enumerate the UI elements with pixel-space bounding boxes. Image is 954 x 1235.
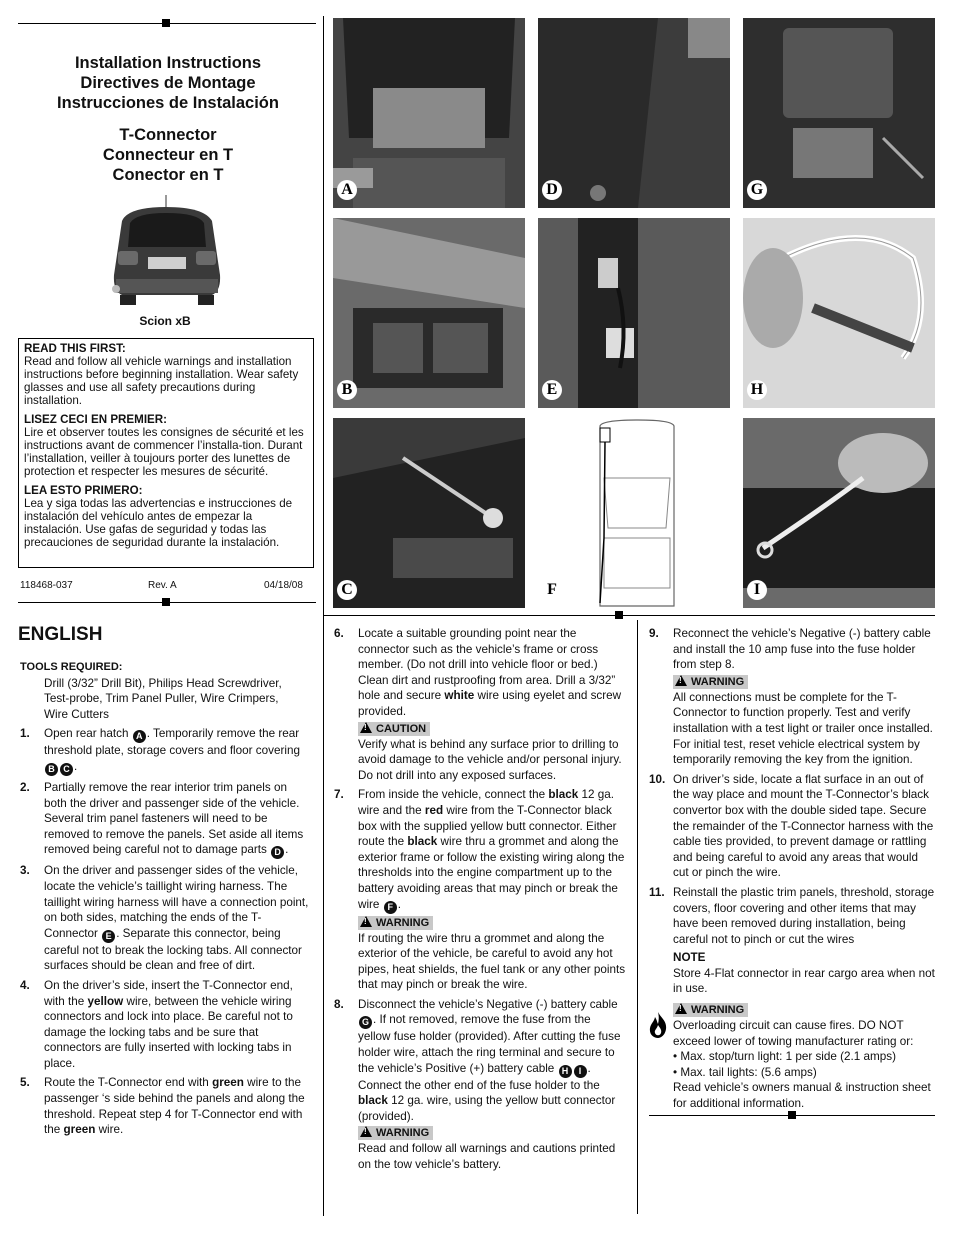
- wire-color: green: [212, 1076, 244, 1090]
- warning-footer: Read vehicle’s owners manual & instruction sheet for additional information.: [673, 1081, 931, 1111]
- step-number: 2.: [20, 780, 30, 794]
- step-number: 11.: [649, 885, 665, 899]
- mid-marker-left: [162, 598, 170, 606]
- tools-line-1: Drill (3/32” Drill Bit), Philips Head Screwdriver,: [44, 676, 282, 690]
- warning-text: WARNING: [376, 1127, 430, 1140]
- step-text: Partially remove the rear interior trim panels on both the driver and passenger side of the vehicle. Several trim panel fasteners will need to be removed to remove the panels. Set aside all items removed being careful not to damage parts: [44, 780, 304, 857]
- column-1: [20, 660, 312, 1142]
- photo-d: [538, 18, 730, 208]
- step-text: On the driver and passenger sides of the vehicle, locate the vehicle’s taillight wiring harness. The taillight wiring harness will have a connection point, on both sides, matching the ends of the T-Connector: [44, 864, 309, 940]
- warning-text: WARNING: [691, 1004, 745, 1017]
- step-text: wire thru a grommet and along the exterior frame or follow the existing wiring along the thresholds into the engine compartment up to the battery avoiding areas that may pinch or break the wire: [358, 835, 625, 911]
- product-es: Conector en T: [112, 166, 224, 184]
- column-3: [649, 626, 935, 1116]
- ref-badge-a: A: [133, 730, 146, 743]
- wire-color: green: [63, 1123, 96, 1137]
- product-fr: Connecteur en T: [102, 146, 234, 164]
- ref-badge-b: B: [45, 763, 58, 776]
- warning-label: [673, 675, 748, 689]
- vehicle-caption: Scion xB: [139, 314, 191, 328]
- read-first-heading-fr: LISEZ CECI EN PREMIER:: [24, 413, 168, 426]
- read-first-en: [24, 342, 308, 407]
- step-1: 1. Open rear hatch A . Temporarily remove the rear threshold plate, storage covers and floor covering B C .: [20, 727, 300, 774]
- step-number: 8.: [334, 997, 344, 1011]
- ref-badge-i: I: [574, 1065, 587, 1078]
- step-number: 3.: [20, 864, 30, 878]
- step-number: 5.: [20, 1076, 30, 1090]
- tools-line-3: Wire Cutters: [44, 707, 109, 721]
- ref-badge-f: F: [384, 901, 397, 914]
- photo-label-b: B: [337, 380, 357, 400]
- step-text: Open rear hatch: [44, 727, 129, 741]
- step-3: [20, 863, 312, 974]
- left-column-divider: [323, 16, 324, 1216]
- step-text: Locate a suitable grounding point near the connector such as the vehicle’s frame or cross member. (Do not drill into vehicle floor or bed.) Clean dirt and rustproofing from area. Drill a 3/32” hole and secure: [358, 627, 616, 703]
- wire-color: red: [424, 803, 444, 817]
- step-text: 12 ga. wire and the: [358, 788, 614, 817]
- photo-label-g: G: [747, 180, 767, 200]
- step-8: [334, 997, 626, 1173]
- read-first-heading-es: LEA ESTO PRIMERO:: [24, 484, 143, 497]
- warning-triangle-icon: [360, 722, 372, 733]
- step-number: 7.: [334, 788, 344, 802]
- read-first-heading-en: READ THIS FIRST:: [24, 342, 126, 355]
- warning-label: [358, 1126, 433, 1140]
- ref-badge-d: D: [271, 846, 284, 859]
- photo-label-f: F: [542, 580, 562, 600]
- fire-icon: [647, 1011, 669, 1044]
- step-number: 1.: [20, 727, 30, 741]
- step-text: wire, between the vehicle wiring connectors and lock into place. Be careful not to damage the locking tabs and be sure that connectors are fully inserted with locking tabs in place.: [44, 994, 293, 1070]
- warning-text: WARNING: [691, 675, 745, 688]
- photo-b: [333, 218, 525, 408]
- read-first-text-fr: Lire et observer toutes les consignes de sécurité et les instructions avant de commencer l’installa-tion. Durant l’installation, veiller à toujours porter des lunettes de protection et respecter les mesures de sécurité.: [24, 426, 304, 478]
- read-first-text-en: Read and follow all vehicle warnings and installation instructions before beginning installation. Wear safety glasses and use all safety precautions during installation.: [24, 355, 299, 407]
- warning-triangle-icon: [675, 675, 687, 686]
- note-heading: NOTE: [673, 951, 706, 965]
- step-11: [649, 885, 935, 997]
- step-text: Reinstall the plastic trim panels, threshold, storage covers, floor covering and other items that may have been removed during installation, being careful not to pinch or cut the wires: [673, 885, 935, 946]
- photo-label-e: E: [542, 380, 562, 400]
- column-2: [334, 626, 626, 1177]
- warning-label: [358, 916, 433, 930]
- step-text: . Temporarily remove the rear threshold plate, storage covers and floor covering: [44, 727, 300, 758]
- step-text: Disconnect the vehicle’s Negative (-) battery cable: [358, 997, 618, 1011]
- step-text: Route the T-Connector end with: [44, 1076, 209, 1090]
- title-es: Instrucciones de Instalación: [57, 94, 279, 112]
- end-marker: [788, 1111, 796, 1119]
- revision: Rev. A: [148, 580, 177, 591]
- caution-body: Verify what is behind any surface prior to drilling to avoid damage to the vehicle and/or personal injury. Do not drill into any exposed surfaces.: [358, 737, 622, 782]
- wire-color: yellow: [87, 994, 124, 1008]
- step-number: 4.: [20, 978, 30, 992]
- doc-date: 04/18/08: [264, 580, 303, 591]
- wire-color: black: [407, 835, 438, 849]
- step-6: [334, 626, 626, 783]
- tools-heading: TOOLS REQUIRED:: [20, 661, 123, 673]
- ref-badge-g: G: [359, 1016, 372, 1029]
- caution-label: [358, 722, 430, 736]
- photo-label-i: I: [747, 580, 767, 600]
- tools-line-2: Test-probe, Trim Panel Puller, Wire Crimpers,: [44, 692, 279, 706]
- photo-label-d: D: [542, 180, 562, 200]
- step-text: wire using eyelet and screw provided.: [358, 689, 622, 718]
- wire-color: white: [444, 689, 475, 703]
- warning-body: If routing the wire thru a grommet and along the exterior of the vehicle, be careful to avoid any hot pipes, heat shields, the fuel tank or any other points that may pinch or break the wire.: [358, 931, 626, 992]
- photo-a: [333, 18, 525, 208]
- photo-label-a: A: [337, 180, 357, 200]
- step-text: wire.: [98, 1123, 124, 1137]
- step-text: . If not removed, remove the fuse from the yellow fuse holder (provided). After cutting the fuse holder wire, attach the ring terminal and secure to the vehicle’s Positive (+) battery cable: [358, 1013, 621, 1075]
- step-text: 12 ga. wire, using the yellow butt connector (provided).: [358, 1094, 616, 1123]
- warning-triangle-icon: [360, 1126, 372, 1137]
- product-en: T-Connector: [119, 126, 217, 144]
- step-10: [649, 772, 935, 881]
- photo-h: [743, 218, 935, 408]
- note-body: Store 4-Flat connector in rear cargo area when not in use.: [673, 966, 935, 996]
- step-text: Reconnect the vehicle’s Negative (-) battery cable and install the 10 amp fuse into the fuse holder from step 8.: [673, 627, 931, 672]
- read-first-es: [24, 484, 308, 549]
- product-block: [20, 125, 316, 185]
- col2-divider: [637, 620, 638, 1214]
- photo-label-c: C: [337, 580, 357, 600]
- photo-g: [743, 18, 935, 208]
- top-marker: [162, 19, 170, 27]
- section-rule: [323, 615, 935, 616]
- step-text: On the driver’s side, insert the T-Connector end, with the: [44, 978, 293, 1008]
- step-text: From inside the vehicle, connect the: [358, 788, 546, 802]
- step-2: 2. Partially remove the rear interior trim panels on both the driver and passenger side of the vehicle. Several trim panel fasteners will need to be removed to remove the panels. Set aside all items removed being careful not to damage parts D .: [20, 780, 304, 858]
- title-block: [20, 53, 316, 113]
- step-text: Either route the: [358, 819, 617, 849]
- read-first-box: [18, 338, 314, 568]
- part-number: 118468-037: [20, 580, 73, 591]
- step-text: wire to the passenger ‘s side behind the panels and along the threshold. Repeat step 4 for T-Connector end with the: [44, 1076, 305, 1137]
- ref-badge-h: H: [559, 1065, 572, 1078]
- step-text: On driver’s side, locate a flat surface in an out of the way place and mount the T-Connector’s black convertor box with the double sided tape. Secure the remainder of the T-Connector harness with the cable ties provided, to prevent damage or rattling and being careful to avoid any areas that would cut or pinch the wire.: [673, 772, 934, 880]
- photo-label-h: H: [747, 380, 767, 400]
- mid-marker-right: [615, 611, 623, 619]
- step-number: 9.: [649, 627, 659, 640]
- step-text: . Connect the other end of the fuse holder to the: [358, 1061, 600, 1092]
- photo-f: [538, 418, 730, 608]
- warning-limit-1: • Max. stop/turn light: 1 per side (2.1 amps): [673, 1050, 897, 1064]
- title-en: Installation Instructions: [74, 54, 262, 72]
- ref-badge-e: E: [102, 930, 115, 943]
- step-5: [20, 1075, 312, 1137]
- step-text: . Separate this connector, being careful not to break the locking tabs. All connector surfaces should be clean and free of dirt.: [44, 926, 302, 973]
- vehicle-photo: [108, 195, 226, 307]
- ref-badge-c: C: [60, 763, 73, 776]
- read-first-fr: [24, 413, 308, 478]
- title-fr: Directives de Montage: [80, 74, 256, 92]
- warning-triangle-icon: [360, 916, 372, 927]
- section-title: ENGLISH: [18, 624, 103, 645]
- caution-text: CAUTION: [376, 722, 427, 735]
- step-7: 7. From inside the vehicle, connect the black 12 ga. wire and the red wire from the T-Connector black box with the supplied yellow butt connector. Either route the black wire thru a grommet and along the exterior frame or follow the existing wiring along the thresholds into the engine compartment up to the battery avoiding areas that may pinch or break the wire F . !WARNING If routing the wire thru a grommet and along the exterior of the vehicle, be careful to avoid any hot pipes, heat shields, the fuel tank or any other points that may pinch or break the wire.: [334, 787, 626, 993]
- step-4: [20, 978, 312, 1072]
- read-first-text-es: Lea y siga todas las advertencias e instrucciones de instalación del vehículo antes de empezar la instalación. Use gafas de seguridad y todas las precauciones de seguridad durante la instalación.: [24, 497, 293, 549]
- wire-color: black: [358, 1094, 388, 1108]
- step-number: 6.: [334, 627, 344, 640]
- photo-c: [333, 418, 525, 608]
- warning-label: [673, 1003, 748, 1017]
- warning-triangle-icon: [675, 1003, 687, 1014]
- photo-i: [743, 418, 935, 608]
- step-text: wire from the T-Connector black box with the supplied yellow butt connector.: [358, 803, 612, 833]
- photo-e: [538, 218, 730, 408]
- fire-warning: [649, 1001, 935, 1112]
- warning-limit-2: • Max. tail lights: (5.6 amps): [673, 1065, 817, 1079]
- warning-body: Read and follow all warnings and cautions printed on the tow vehicle’s battery.: [358, 1142, 616, 1172]
- warning-body: All connections must be complete for the T-Connector to function properly. Test and verify installation with a test light or trailer once installed. For initial test, reset vehicle electrical system by temporarily removing the key from the ignition.: [673, 690, 933, 767]
- warning-body: Overloading circuit can cause fires. DO NOT exceed lower of towing manufacturer rating or:: [673, 1019, 914, 1048]
- step-9: [649, 626, 935, 768]
- warning-text: WARNING: [376, 916, 430, 929]
- wire-color: black: [548, 788, 579, 802]
- step-number: 10.: [649, 772, 666, 786]
